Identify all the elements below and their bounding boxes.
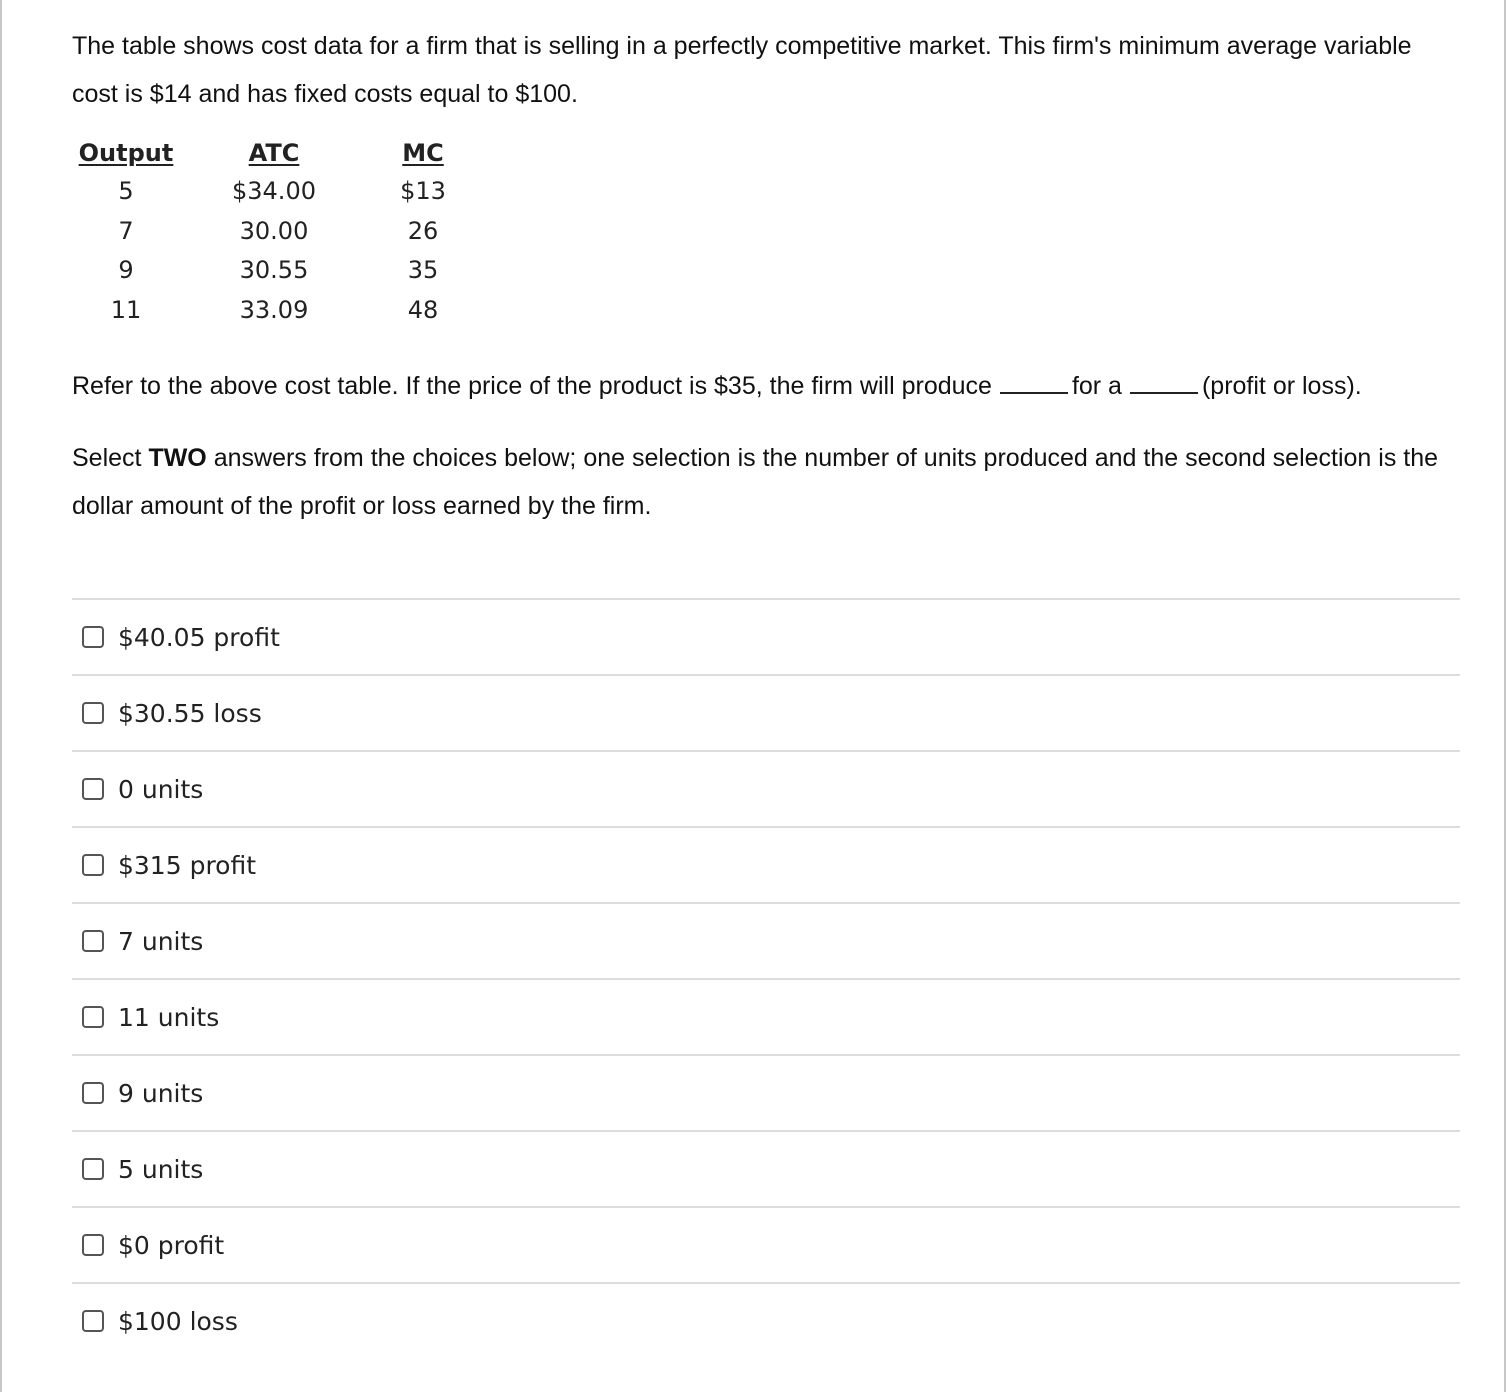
choice-label: $30.55 loss — [118, 698, 262, 728]
choice-label: 9 units — [118, 1078, 204, 1108]
choice-label: $100 loss — [118, 1306, 238, 1336]
prompt-text-2: for a — [1071, 372, 1122, 400]
mc-header: MC — [402, 139, 444, 167]
checkbox[interactable] — [82, 1310, 104, 1332]
answer-choice[interactable] — [72, 676, 1460, 752]
blank-line — [1130, 372, 1198, 394]
choice-label: 5 units — [118, 1154, 204, 1184]
instructions-bold: TWO — [148, 444, 207, 472]
answer-choice[interactable] — [72, 1284, 1460, 1358]
answer-choice[interactable] — [72, 904, 1460, 980]
atc-cell: 30.55 — [239, 256, 309, 284]
checkbox[interactable] — [82, 1158, 104, 1180]
mc-cell: 48 — [407, 295, 439, 324]
instructions-text-2: answers from the choices below; one selection is the number of units produced and the second selection is the dollar amount of the profit or loss earned by the firm. — [72, 444, 1439, 520]
answer-choices — [72, 598, 1460, 1358]
checkbox[interactable] — [82, 1234, 104, 1256]
instructions-text-1: Select — [72, 444, 142, 472]
answer-choice[interactable] — [72, 600, 1460, 676]
choice-label: $0 profit — [118, 1230, 225, 1260]
question-content — [72, 22, 1462, 530]
checkbox[interactable] — [82, 854, 104, 876]
blank-line — [1000, 372, 1068, 394]
atc-cell: $34.00 — [232, 177, 316, 205]
question-instructions — [72, 434, 1462, 530]
choice-label: $40.05 profit — [118, 622, 280, 652]
question-intro: The table shows cost data for a firm that is selling in a perfectly competitive market. This firm's minimum average variable cost is $14 and has fixed costs equal to $100. — [72, 32, 1412, 108]
output-cell: 7 — [118, 216, 134, 245]
checkbox[interactable] — [82, 778, 104, 800]
answer-choice[interactable] — [72, 1132, 1460, 1208]
atc-cell: 33.09 — [239, 295, 309, 324]
choice-label: 7 units — [118, 926, 204, 956]
prompt-text-1: Refer to the above cost table. If the price of the product is $35, the firm will produce — [72, 372, 992, 400]
question-prompt — [72, 362, 1462, 410]
mc-column — [382, 136, 464, 330]
output-column — [78, 136, 174, 330]
choice-label: 11 units — [118, 1002, 220, 1032]
answer-choice[interactable] — [72, 1056, 1460, 1132]
output-cell: 5 — [118, 177, 134, 205]
checkbox[interactable] — [82, 1082, 104, 1104]
atc-column — [222, 136, 326, 330]
mc-cell: 26 — [407, 216, 439, 245]
answer-choice[interactable] — [72, 828, 1460, 904]
choice-label: 0 units — [118, 774, 204, 804]
checkbox[interactable] — [82, 1006, 104, 1028]
output-header: Output — [78, 139, 174, 167]
atc-header: ATC — [248, 139, 300, 167]
cost-table — [72, 136, 1462, 326]
mc-cell: $13 — [400, 177, 446, 205]
answer-choice[interactable] — [72, 752, 1460, 828]
checkbox[interactable] — [82, 626, 104, 648]
choice-label: $315 profit — [118, 850, 257, 880]
answer-choice[interactable] — [72, 980, 1460, 1056]
answer-choice[interactable] — [72, 1208, 1460, 1284]
checkbox[interactable] — [82, 930, 104, 952]
atc-cell: 30.00 — [239, 216, 309, 245]
output-cell: 11 — [110, 295, 142, 324]
mc-cell: 35 — [407, 256, 439, 284]
prompt-text-3: (profit or loss). — [1201, 372, 1362, 400]
checkbox[interactable] — [82, 702, 104, 724]
output-cell: 9 — [118, 256, 134, 284]
